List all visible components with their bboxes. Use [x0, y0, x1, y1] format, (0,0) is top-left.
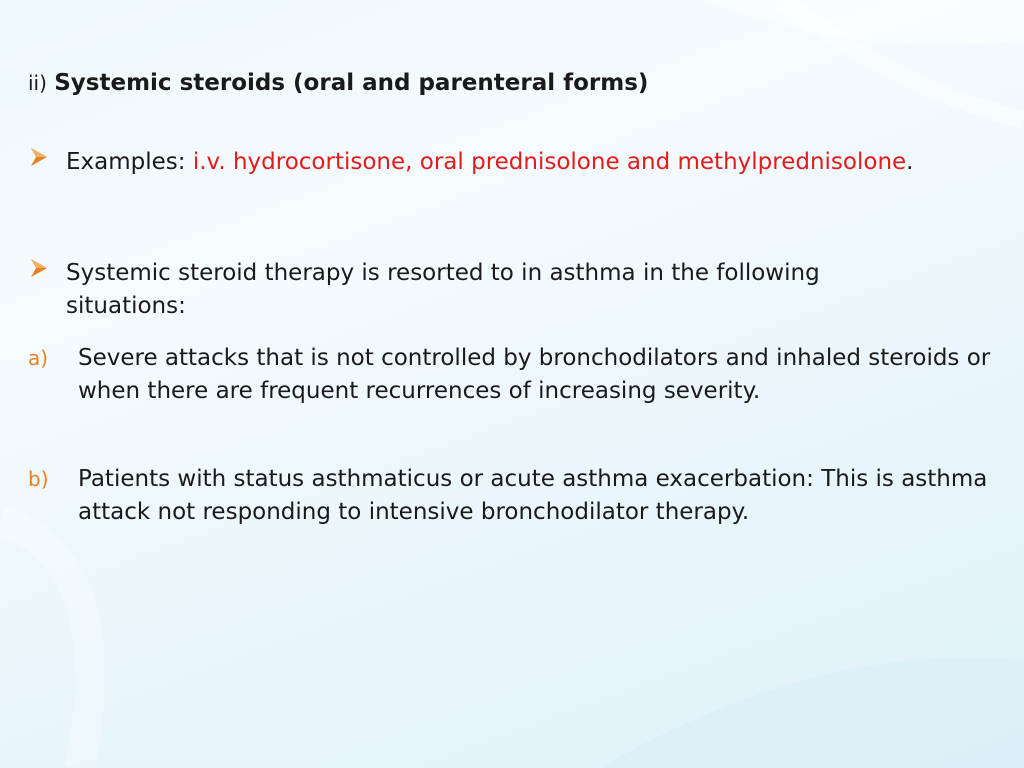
- sub-item-text: Patients with status asthmaticus or acute asthma exacerbation: This is asthma attack not responding to intensive bronchodilator therapy.: [78, 466, 988, 525]
- sub-item-text: Severe attacks that is not controlled by bronchodilators and inhaled steroids or when there are frequent recurrences of increasing severity.: [78, 345, 991, 404]
- heading-title: Systemic steroids (oral and parenteral forms): [54, 70, 649, 96]
- bullet-text: Systemic steroid therapy is resorted to in asthma in the following situations:: [66, 260, 820, 319]
- sub-item-letter: b): [28, 467, 49, 491]
- heading-prefix: ii): [28, 71, 47, 95]
- bullet-tail: .: [906, 149, 914, 175]
- sub-item-letter: a): [28, 346, 49, 370]
- bullet-text: [66, 146, 946, 179]
- arrow-bullet-icon: [28, 146, 50, 168]
- drug-examples: i.v. hydrocortisone, oral prednisolone and methylprednisolone: [192, 149, 907, 175]
- slide-heading: [28, 68, 648, 98]
- arrow-bullet-icon: [28, 257, 50, 279]
- bullet-lead: Examples:: [66, 149, 193, 175]
